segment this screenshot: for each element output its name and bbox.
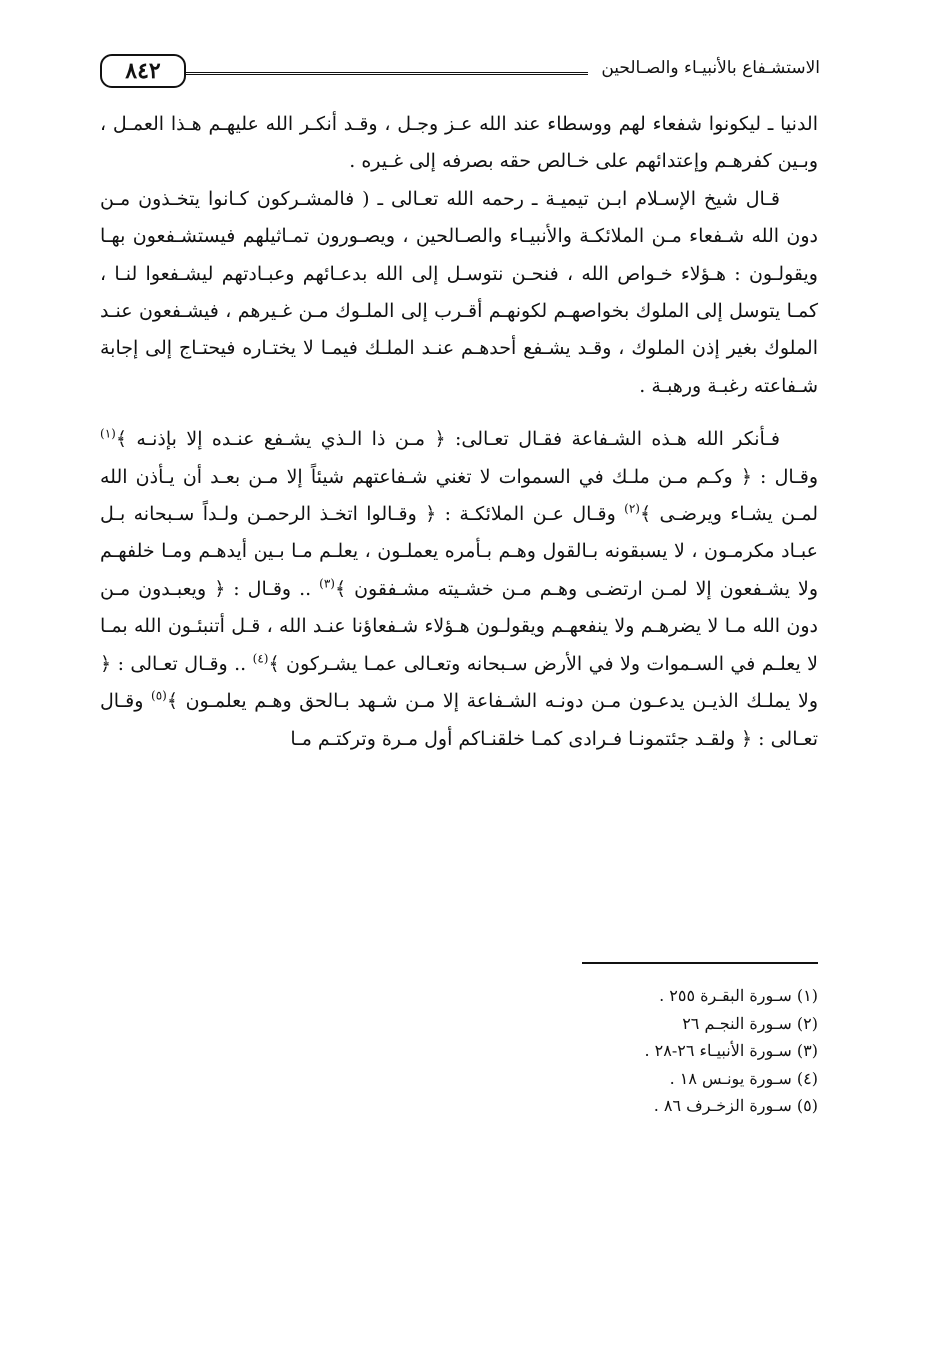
- footnote-4: (٤) سـورة يونـس ١٨ .: [669, 1068, 818, 1088]
- running-title: الاستشـفاع بالأنبيـاء والصـالحين: [601, 58, 820, 78]
- paragraph-3: فـأنكر الله هـذه الشـفاعة فقـال تعـالى: ﴿ مـن ذا الـذي يشـفع عنـده إلا بإذنـه ﴾$^{(١)}$ وقـال : ﴿ وكـم مـن ملـك في السموات لا تغني شـفاعتهم شيئاً إلا مـن بعـد أن يـأذن الله لمـن يشـاء ويرضـى ﴾$^{(٢)}$ وقـال عـن الملائكـة : ﴿ وقـالوا اتخـذ الرحمـن ولـداً سـبحانه بـل عبـاد مكرمـون ، لا يسبقونه بـالقول وهـم بـأمره يعملـون ، يعلـم مـا بـين أيدهـم ومـا خلفهـم ولا يشـفعون إلا لمـن ارتضـى وهـم مـن خشـيته مشـفقون ﴾$^{(٣)}$ .. وقـال : ﴿ ويعبـدون مـن دون الله مـا لا يضرهـم ولا ينفعهـم ويقولـون هـؤلاء شـفعاؤنا عنـد الله ، قـل أتنبئـون الله بمـا لا يعلـم في السـموات ولا في الأرض سـبحانه وتعـالى عمـا يشـركون ﴾$^{(٤)}$ .. وقـال تعـالى : ﴿ ولا يملـك الذيـن يدعـون مـن دونـه الشـفاعة إلا مـن شـهد بـالحق وهـم يعلمـون ﴾$^{(٥)}$ وقـال تعـالى : ﴿ ولقـد جئتمونـا فـرادى كمـا خلقنـاكم أول مـرة وتركتـم مـا: [100, 426, 819, 750]
- footnote-marker-1: (١): [100, 426, 116, 441]
- header-rule: [186, 72, 588, 75]
- page-header: [100, 50, 820, 94]
- body-text: [100, 106, 818, 758]
- footnote-1: (١) سـورة البقـرة ٢٥٥ .: [659, 986, 818, 1005]
- page-number: ٨٤٢: [100, 54, 186, 88]
- footnotes: [644, 982, 818, 1120]
- footnote-marker-3: (٣): [319, 576, 335, 591]
- footnote-marker-2: (٢): [624, 501, 640, 516]
- footnote-separator: [582, 962, 818, 964]
- paragraph-2: قـال شيخ الإسـلام ابـن تيميـة ـ رحمه الله تعـالى ـ ( فالمشـركون كـانوا يتخـذون مـن دون الله شـفعاء مـن الملائكـة والأنبيـاء والصـالحين ، ويصـورون تمـاثيلهم فيستشـفعون بهـا ويقولـون : هـؤلاء خـواص الله ، فنحـن نتوسـل إلى الله بدعـائهم وعبـادتهم ليشـفعوا لنـا ، كمـا يتوسل إلى الملوك بخواصهـم لكونهـم أقـرب إلى الملـوك مـن غـيرهم ، فيشـفعون عنـد الملوك بغير إذن الملوك ، وقـد يشـفع أحدهـم عنـد الملـك فيمـا لا يختـاره فيحتـاج إلى إجابة شـفاعته رغبـة ورهبـة .: [100, 187, 818, 397]
- paragraph-1: الدنيا ـ ليكونوا شفعاء لهم ووسطاء عند الله عـز وجـل ، وقـد أنكـر الله عليهـم هـذا العمـل ، وبـين كفرهـم وإعتدائهم على خـالص حقه بصرفه إلى غـيره .: [100, 113, 818, 173]
- footnote-5: (٥) سـورة الزخـرف ٨٦ .: [653, 1096, 818, 1115]
- footnote-marker-5: (٥): [151, 688, 167, 703]
- footnote-3: (٣) سـورة الأنبيـاء ٢٦-٢٨ .: [644, 1041, 818, 1060]
- footnote-marker-4: (٤): [252, 651, 269, 666]
- footnote-2: (٢) سـورة النجـم ٢٦: [682, 1013, 818, 1033]
